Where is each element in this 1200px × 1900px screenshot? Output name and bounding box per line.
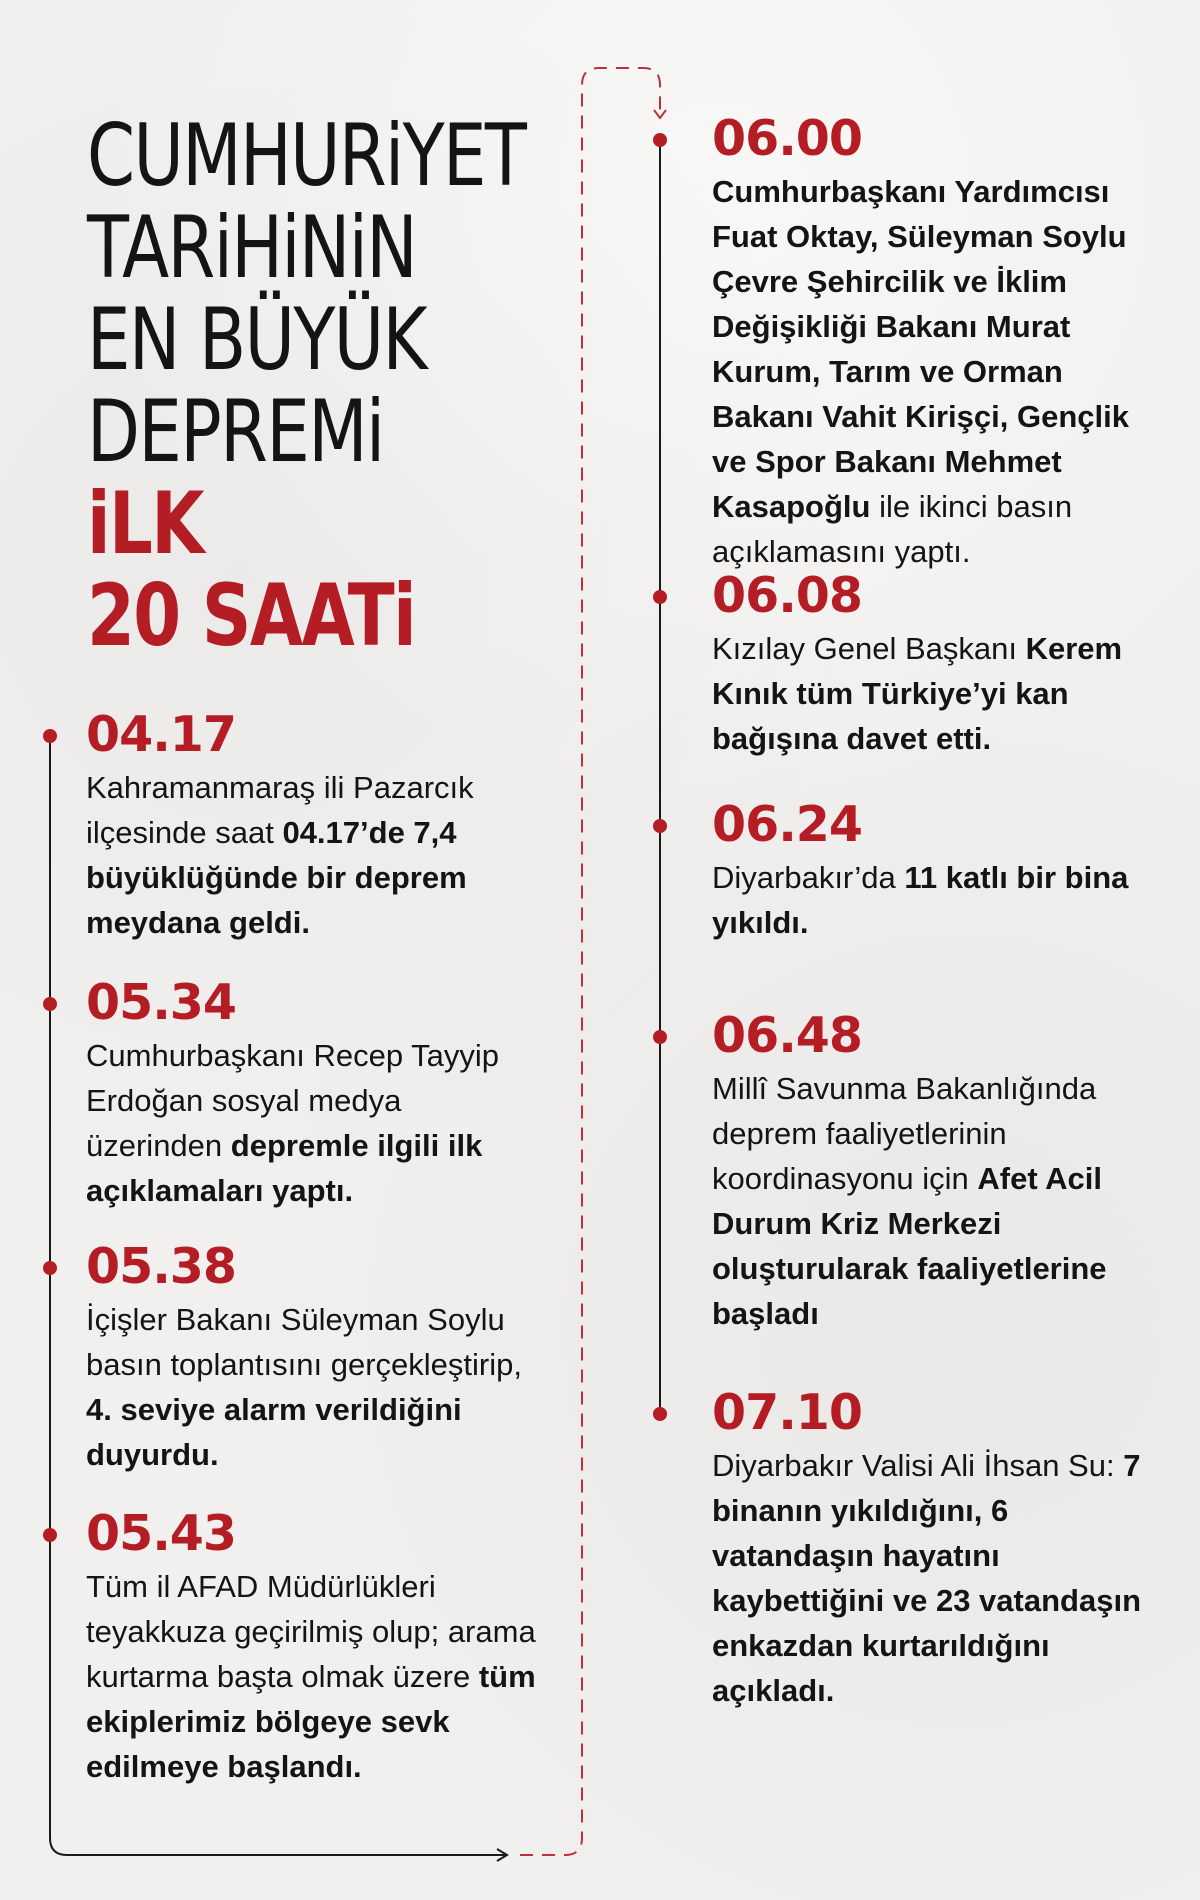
- timeline-dot: [43, 729, 57, 743]
- description-text: Tüm il AFAD Müdürlükleri teyakkuza geçirilmiş olup; arama kurtarma başta olmak üzere: [86, 1569, 536, 1694]
- timeline-dot: [653, 819, 667, 833]
- headline-line: EN BÜYÜK: [87, 290, 427, 390]
- description-bold-text: Kerem Kınık tüm Türkiye’yi kan bağışına davet etti.: [712, 631, 1123, 756]
- timeline-entry: [712, 1008, 1182, 1336]
- timeline-entry: [86, 1239, 546, 1477]
- entry-time: 06.00: [712, 110, 862, 167]
- timeline-entry: [712, 1385, 1167, 1713]
- description-text: Cumhurbaşkanı Recep Tayyip Erdoğan sosyal medya üzerinden: [86, 1038, 499, 1163]
- entry-time: 06.08: [712, 567, 862, 624]
- entry-description: [712, 1443, 1167, 1713]
- timeline-dot: [43, 997, 57, 1011]
- description-text: ile ikinci basın açıklamasını yaptı.: [712, 489, 1073, 569]
- timeline-dot: [653, 133, 667, 147]
- description-bold-text: 4. seviye alarm verildiğini duyurdu.: [86, 1392, 462, 1472]
- description-bold-text: Afet Acil Durum Kriz Merkezi oluşturularak faaliyetlerine başladı: [712, 1161, 1107, 1331]
- entry-description: [712, 855, 1167, 945]
- description-bold-text: 7 binanın yıkıldığını, 6 vatandaşın hayatını kaybettiğini ve 23 vatandaşın enkazdan kurtarıldığını açıkladı.: [712, 1448, 1142, 1708]
- description-bold-text: tüm ekiplerimiz bölgeye sevk edilmeye başlandı.: [86, 1659, 536, 1784]
- entry-description: [86, 1033, 546, 1213]
- entry-description: [86, 765, 546, 945]
- description-text: Diyarbakır’da: [712, 860, 905, 895]
- timeline-entry: [86, 1506, 546, 1789]
- headline: [87, 106, 526, 666]
- timeline-entry: [712, 568, 1167, 761]
- entry-description: [86, 1564, 546, 1789]
- headline-accent-line: 20 SAATi: [87, 566, 416, 666]
- headline-line: CUMHURiYET: [87, 106, 526, 206]
- description-text: Diyarbakır Valisi Ali İhsan Su:: [712, 1448, 1124, 1483]
- timeline-dot: [653, 1407, 667, 1421]
- description-text: İçişler Bakanı Süleyman Soylu basın toplantısını gerçekleştirip,: [86, 1302, 522, 1382]
- headline-line: DEPREMi: [87, 382, 384, 482]
- description-bold-text: 11 katlı bir bina yıkıldı.: [712, 860, 1129, 940]
- entry-time: 05.34: [86, 974, 236, 1031]
- entry-time: 04.17: [86, 706, 236, 763]
- timeline-entry: [86, 975, 546, 1213]
- timeline-dot: [43, 1528, 57, 1542]
- description-bold-text: Cumhurbaşkanı Yardımcısı Fuat Oktay, Süleyman Soylu Çevre Şehircilik ve İklim Değişikliği Bakanı Murat Kurum, Tarım ve Orman Bakanı Vahit Kirişçi, Gençlik ve Spor Bakanı Mehmet Kasapoğlu: [712, 174, 1129, 524]
- timeline-entry: [712, 111, 1167, 574]
- entry-time: 06.24: [712, 796, 862, 853]
- description-bold-text: 04.17’de 7,4 büyüklüğünde bir deprem meydana geldi.: [86, 815, 467, 940]
- description-text: Millî Savunma Bakanlığında deprem faaliyetlerinin koordinasyonu için: [712, 1071, 1097, 1196]
- description-bold-text: depremle ilgili ilk açıklamaları yaptı.: [86, 1128, 483, 1208]
- dashed-connector-arrowhead: [654, 110, 666, 118]
- entry-description: [712, 1066, 1182, 1336]
- headline-line: TARiHiNiN: [87, 198, 417, 298]
- timeline-dot: [43, 1261, 57, 1275]
- timeline-dot: [653, 590, 667, 604]
- entry-time: 07.10: [712, 1384, 862, 1441]
- description-text: Kahramanmaraş ili Pazarcık ilçesinde saat: [86, 770, 474, 850]
- timeline-dot: [653, 1030, 667, 1044]
- entry-time: 05.38: [86, 1238, 236, 1295]
- timeline-entry: [86, 707, 546, 945]
- entry-time: 05.43: [86, 1505, 236, 1562]
- entry-time: 06.48: [712, 1007, 862, 1064]
- headline-accent-line: iLK: [87, 474, 203, 574]
- entry-description: [712, 169, 1167, 574]
- timeline-entry: [712, 797, 1167, 945]
- entry-description: [712, 626, 1167, 761]
- description-text: Kızılay Genel Başkanı: [712, 631, 1026, 666]
- entry-description: [86, 1297, 546, 1477]
